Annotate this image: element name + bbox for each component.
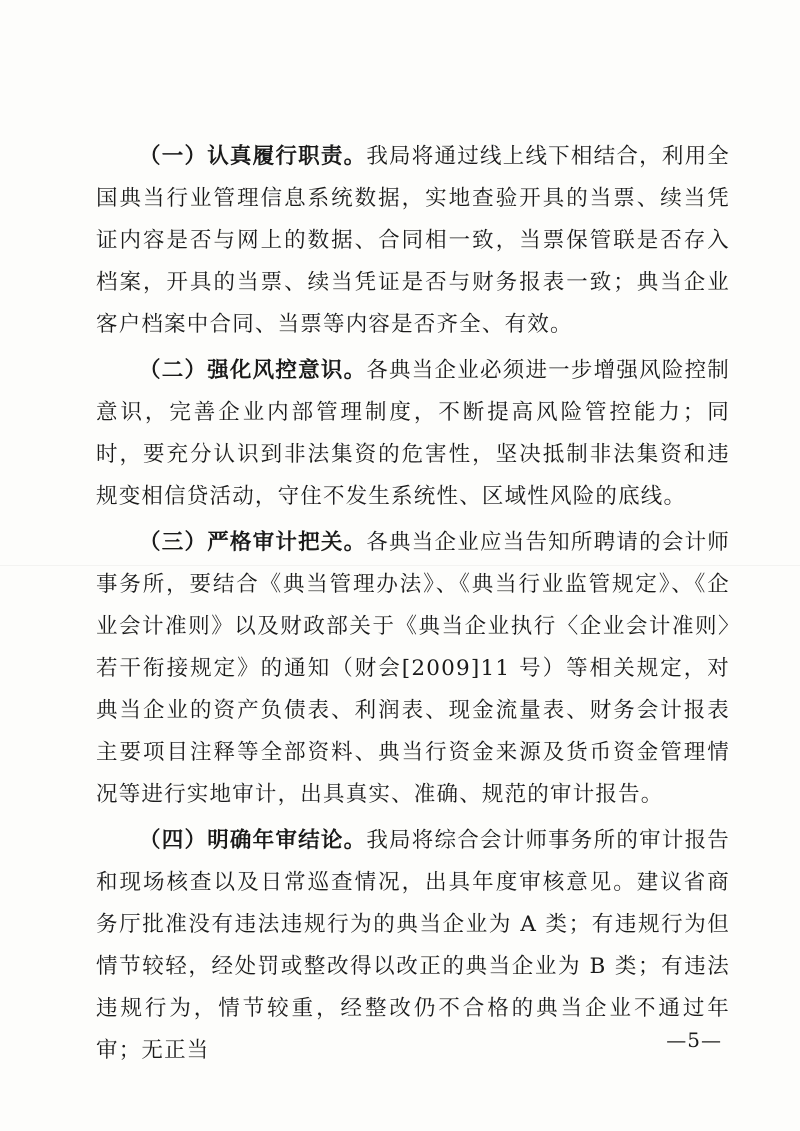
paragraph-4-text: 我局将综合会计师事务所的审计报告和现场核查以及日常巡查情况，出具年度审核意见。建议省商务厅批准没有违法违规行为的典当企业为 A 类；有违规行为但情节较轻，经处罚或整改得以改正的典当企业为 B 类；有违法违规行为，情节较重，经整改仍不合格的典当企业不通过年审；无正当 [96,828,730,1063]
paragraph-2-text: 各典当企业必须进一步增强风险控制意识，完善企业内部管理制度，不断提高风险管控能力；同时，要充分认识到非法集资的危害性，坚决抵制非法集资和违规变相信贷活动，守住不发生系统性、区域性风险的底线。 [96,358,730,509]
paragraph-1-text: 我局将通过线上线下相结合，利用全国典当行业管理信息系统数据，实地查验开具的当票、续当凭证内容是否与网上的数据、合同相一致，当票保管联是否存入档案，开具的当票、续当凭证是否与财务报表一致；典当企业客户档案中合同、当票等内容是否齐全、有效。 [96,144,730,337]
page-number: —5— [666,1028,722,1052]
paragraph-2 [96,350,730,518]
paragraph-3-heading: （三）严格审计把关。 [139,530,367,555]
paragraph-3-text: 各典当企业应当告知所聘请的会计师事务所，要结合《典当管理办法》、《典当行业监管规定》、《企业会计准则》以及财政部关于《典当企业执行〈企业会计准则〉若干衔接规定》的通知（财会[2009]11 号）等相关规定，对典当企业的资产负债表、利润表、现金流量表、财务会计报表主要项目注释等全部资料、典当行资金来源及货币资金管理情况等进行实地审计，出具真实、准确、规范的审计报告。 [96,530,730,807]
paragraph-3 [96,522,730,816]
paragraph-4-heading: （四）明确年审结论。 [139,828,367,853]
paragraph-4 [96,820,730,1072]
paragraph-1 [96,136,730,346]
paragraph-2-heading: （二）强化风控意识。 [139,358,367,383]
paragraph-1-heading: （一）认真履行职责。 [139,144,367,169]
document-body [96,136,730,1076]
